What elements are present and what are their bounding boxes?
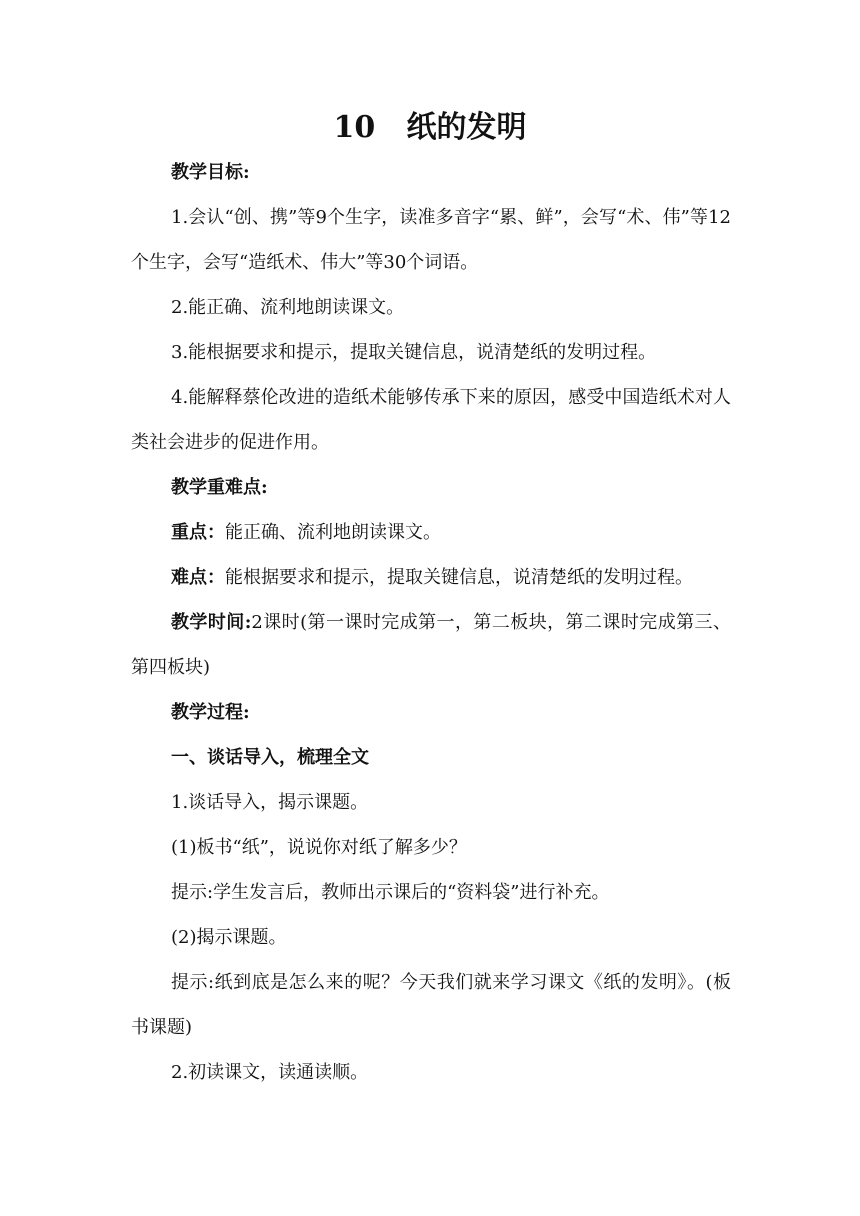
- difficult-point: [131, 555, 731, 600]
- process-item: 1.谈话导入，揭示课题。: [171, 792, 369, 813]
- teaching-time: [131, 600, 731, 690]
- objectives-heading: 教学目标:: [171, 162, 250, 183]
- process-item: 2.初读课文，读通读顺。: [171, 1062, 369, 1083]
- objective-item: 2.能正确、流利地朗读课文。: [171, 297, 405, 318]
- process-item: (1)板书“纸”，说说你对纸了解多少？: [171, 837, 467, 858]
- key-difficult-heading: 教学重难点:: [171, 477, 268, 498]
- objective-item: 1.会认“创、携”等9个生字，读准多音字“累、鲜”，会写“术、伟”等12个生字，会写“造纸术、伟大”等30个词语。: [131, 207, 731, 273]
- objective-item: 3.能根据要求和提示，提取关键信息，说清楚纸的发明过程。: [171, 342, 657, 363]
- difficult-point-label: 难点：: [171, 567, 225, 588]
- process-item: 提示:纸到底是怎么来的呢？今天我们就来学习课文《纸的发明》。(板书课题): [131, 972, 731, 1038]
- difficult-point-text: 能根据要求和提示，提取关键信息，说清楚纸的发明过程。: [225, 567, 693, 588]
- section-heading: 一、谈话导入，梳理全文: [171, 747, 369, 768]
- key-point: [131, 510, 731, 555]
- key-point-label: 重点：: [171, 522, 225, 543]
- page-title: 10 纸的发明: [333, 110, 527, 145]
- teaching-time-label: 教学时间:: [171, 612, 252, 633]
- process-item: (2)揭示课题。: [171, 927, 287, 948]
- process-item: 提示:学生发言后，教师出示课后的“资料袋”进行补充。: [171, 882, 610, 903]
- teaching-time-text: 2课时(第一课时完成第一，第二板块，第二课时完成第三、第四板块): [131, 612, 731, 678]
- process-heading: 教学过程:: [171, 702, 250, 723]
- objective-item: 4.能解释蔡伦改进的造纸术能够传承下来的原因，感受中国造纸术对人类社会进步的促进作用。: [131, 387, 731, 453]
- key-point-text: 能正确、流利地朗读课文。: [225, 522, 441, 543]
- document-body: [131, 150, 731, 1095]
